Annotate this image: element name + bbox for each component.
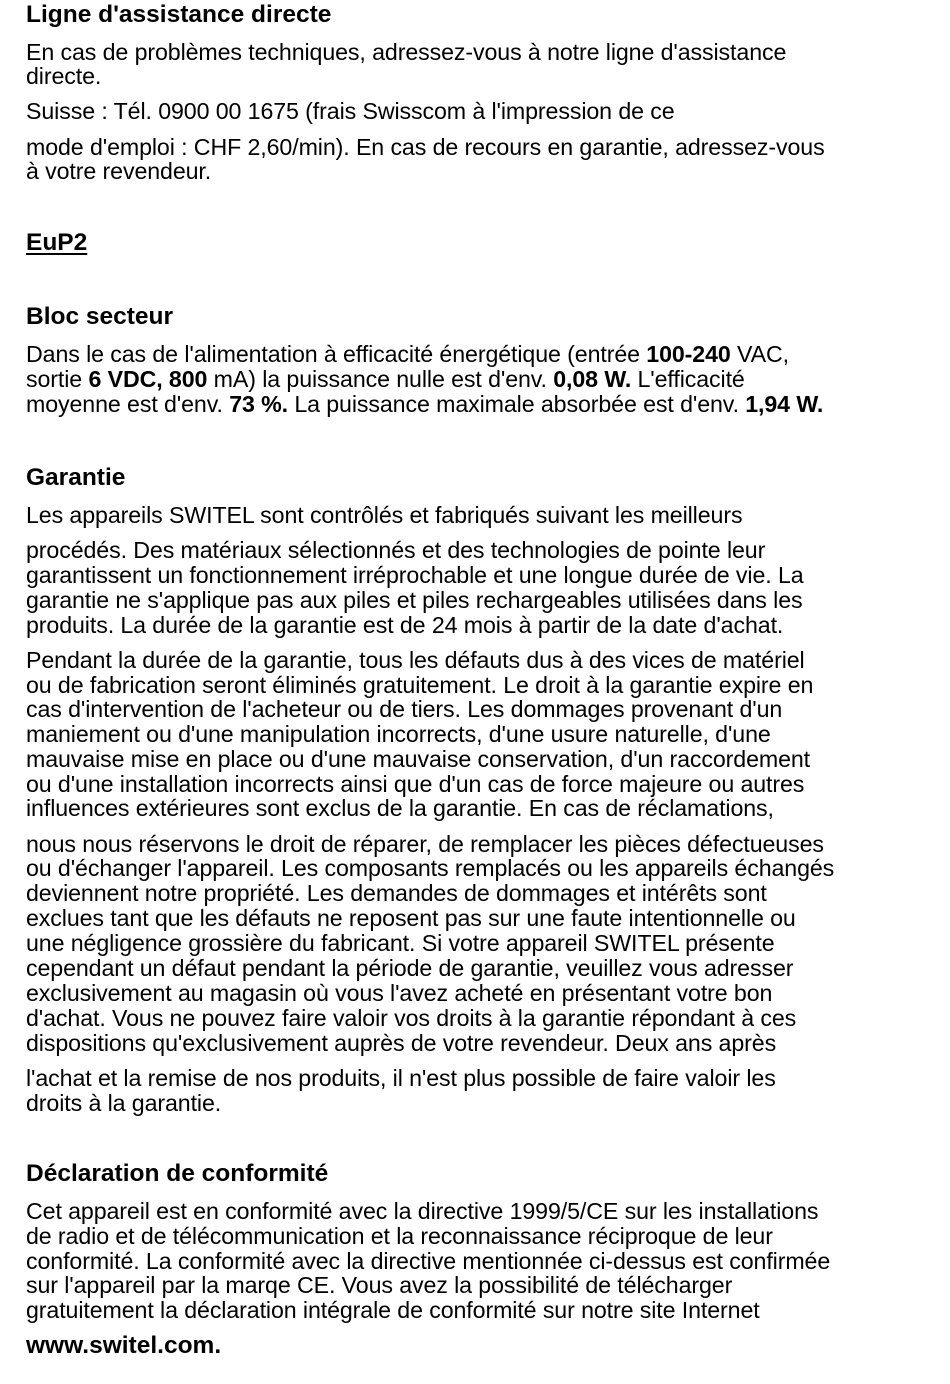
warranty-text-line: procédés. Des matériaux sélectionnés et des technologies de pointe leur bbox=[26, 537, 766, 563]
conformity-text-line: gratuitement la déclaration intégrale de conformité sur notre site Internet bbox=[26, 1297, 760, 1323]
conformity-text-line: sur l'appareil par la marqe CE. Vous avez la possibilité de télécharger bbox=[26, 1272, 733, 1298]
warranty-text-line: maniement ou d'une manipulation incorrects, d'une usure naturelle, d'une bbox=[26, 721, 771, 747]
warranty-text-line: mauvaise mise en place ou d'une mauvaise conservation, d'un raccordement bbox=[26, 746, 811, 772]
conformity-text-line: conformité. La conformité avec la directive mentionnée ci-dessus est confirmée bbox=[26, 1248, 831, 1274]
warranty-text-line: nous nous réservons le droit de réparer, de remplacer les pièces défectueuses bbox=[26, 831, 824, 857]
warranty-text-line: deviennent notre propriété. Les demandes de dommages et intérêts sont bbox=[26, 880, 767, 906]
warranty-text-line: dispositions qu'exclusivement auprès de votre revendeur. Deux ans après bbox=[26, 1030, 777, 1056]
warranty-text-line: cependant un défaut pendant la période de garantie, veuillez vous adresser bbox=[26, 955, 794, 981]
hotline-text-line: à votre revendeur. bbox=[26, 158, 212, 184]
warranty-text-line: Pendant la durée de la garantie, tous les défauts dus à des vices de matériel bbox=[26, 647, 805, 673]
warranty-text-line: garantie ne s'applique pas aux piles et piles rechargeables utilisées dans les bbox=[26, 587, 803, 613]
warranty-text-line: exclusivement au magasin où vous l'avez acheté en présentant votre bon bbox=[26, 980, 773, 1006]
power-heading: Bloc secteur bbox=[26, 303, 174, 330]
conformity-heading: Déclaration de conformité bbox=[26, 1160, 329, 1187]
conformity-text-line: Cet appareil est en conformité avec la directive 1999/5/CE sur les installations bbox=[26, 1198, 819, 1224]
power-text-line: sortie 6 VDC, 800 mA) la puissance nulle est d'env. 0,08 W. L'efficacité bbox=[26, 366, 745, 392]
warranty-text-line: une négligence grossière du fabricant. Si votre appareil SWITEL présente bbox=[26, 930, 775, 956]
warranty-text-line: d'achat. Vous ne pouvez faire valoir vos droits à la garantie répondant à ces bbox=[26, 1005, 797, 1031]
hotline-text-line: directe. bbox=[26, 63, 102, 89]
warranty-text-line: cas d'intervention de l'acheteur ou de tiers. Les dommages provenant d'un bbox=[26, 696, 783, 722]
hotline-text-line: En cas de problèmes techniques, adressez-vous à notre ligne d'assistance bbox=[26, 39, 787, 65]
warranty-text-line: droits à la garantie. bbox=[26, 1090, 222, 1116]
hotline-phone-line: Suisse : Tél. 0900 00 1675 (frais Swisscom à l'impression de ce bbox=[26, 98, 675, 124]
warranty-text-line: ou d'échanger l'appareil. Les composants remplacés ou les appareils échangés bbox=[26, 855, 835, 881]
power-text-line: moyenne est d'env. 73 %. La puissance maximale absorbée est d'env. 1,94 W. bbox=[26, 391, 824, 417]
warranty-text-line: influences extérieures sont exclus de la garantie. En cas de réclamations, bbox=[26, 795, 774, 821]
hotline-text-line: mode d'emploi : CHF 2,60/min). En cas de recours en garantie, adressez-vous bbox=[26, 134, 825, 160]
warranty-text-line: exclues tant que les défauts ne reposent pas sur une faute intentionnelle ou bbox=[26, 905, 796, 931]
hotline-heading: Ligne d'assistance directe bbox=[26, 1, 332, 28]
warranty-text-line: garantissent un fonctionnement irréprochable et une longue durée de vie. La bbox=[26, 562, 804, 588]
warranty-heading: Garantie bbox=[26, 464, 126, 491]
warranty-text-line: produits. La durée de la garantie est de 24 mois à partir de la date d'achat. bbox=[26, 612, 784, 638]
warranty-text-line: l'achat et la remise de nos produits, il n'est plus possible de faire valoir les bbox=[26, 1065, 776, 1091]
warranty-text-line: ou d'une installation incorrects ainsi que d'un cas de force majeure ou autres bbox=[26, 771, 805, 797]
website-link[interactable]: www.switel.com. bbox=[26, 1332, 222, 1359]
eup-heading: EuP2 bbox=[26, 229, 88, 256]
power-text-line: Dans le cas de l'alimentation à efficacité énergétique (entrée 100-240 VAC, bbox=[26, 341, 790, 367]
warranty-text-line: Les appareils SWITEL sont contrôlés et fabriqués suivant les meilleurs bbox=[26, 502, 743, 528]
warranty-text-line: ou de fabrication seront éliminés gratuitement. Le droit à la garantie expire en bbox=[26, 672, 814, 698]
conformity-text-line: de radio et de télécommunication et la reconnaissance réciproque de leur bbox=[26, 1223, 773, 1249]
